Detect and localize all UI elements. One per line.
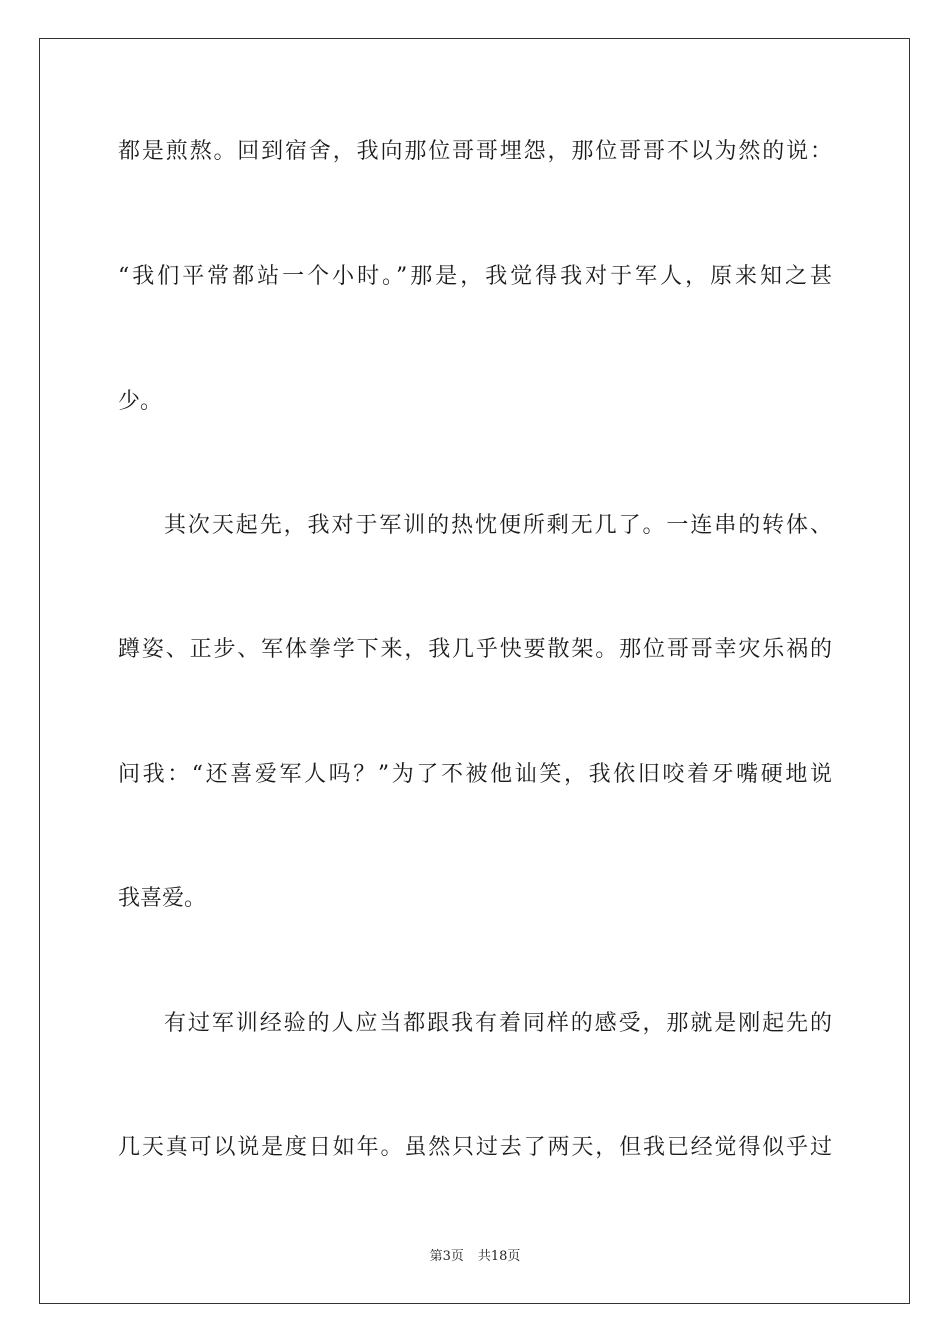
page-footer [0,1248,950,1266]
text-line-2: “我们平常都站一个小时。”那是，我觉得我对于军人，原来知之甚 [118,264,832,289]
text-line-3: 少。 [118,389,163,414]
text-line-7: 我喜爱。 [118,886,207,911]
text-line-6: 问我：“还喜爱军人吗？”为了不被他讪笑，我依旧咬着牙嘴硬地说 [118,762,832,787]
page-number: 第3页 [429,1249,464,1264]
page-frame [39,38,910,1304]
text-line-8: 有过军训经验的人应当都跟我有着同样的感受，那就是刚起先的 [164,1011,832,1036]
text-line-4: 其次天起先，我对于军训的热忱便所剩无几了。一连串的转体、 [164,513,832,538]
text-line-9: 几天真可以说是度日如年。虽然只过去了两天，但我已经觉得似乎过 [118,1135,832,1160]
text-line-1: 都是煎熬。回到宿舍，我向那位哥哥埋怨，那位哥哥不以为然的说： [118,139,832,164]
page-total: 共18页 [477,1249,521,1264]
text-line-5: 蹲姿、正步、军体拳学下来，我几乎快要散架。那位哥哥幸灾乐祸的 [118,637,832,662]
